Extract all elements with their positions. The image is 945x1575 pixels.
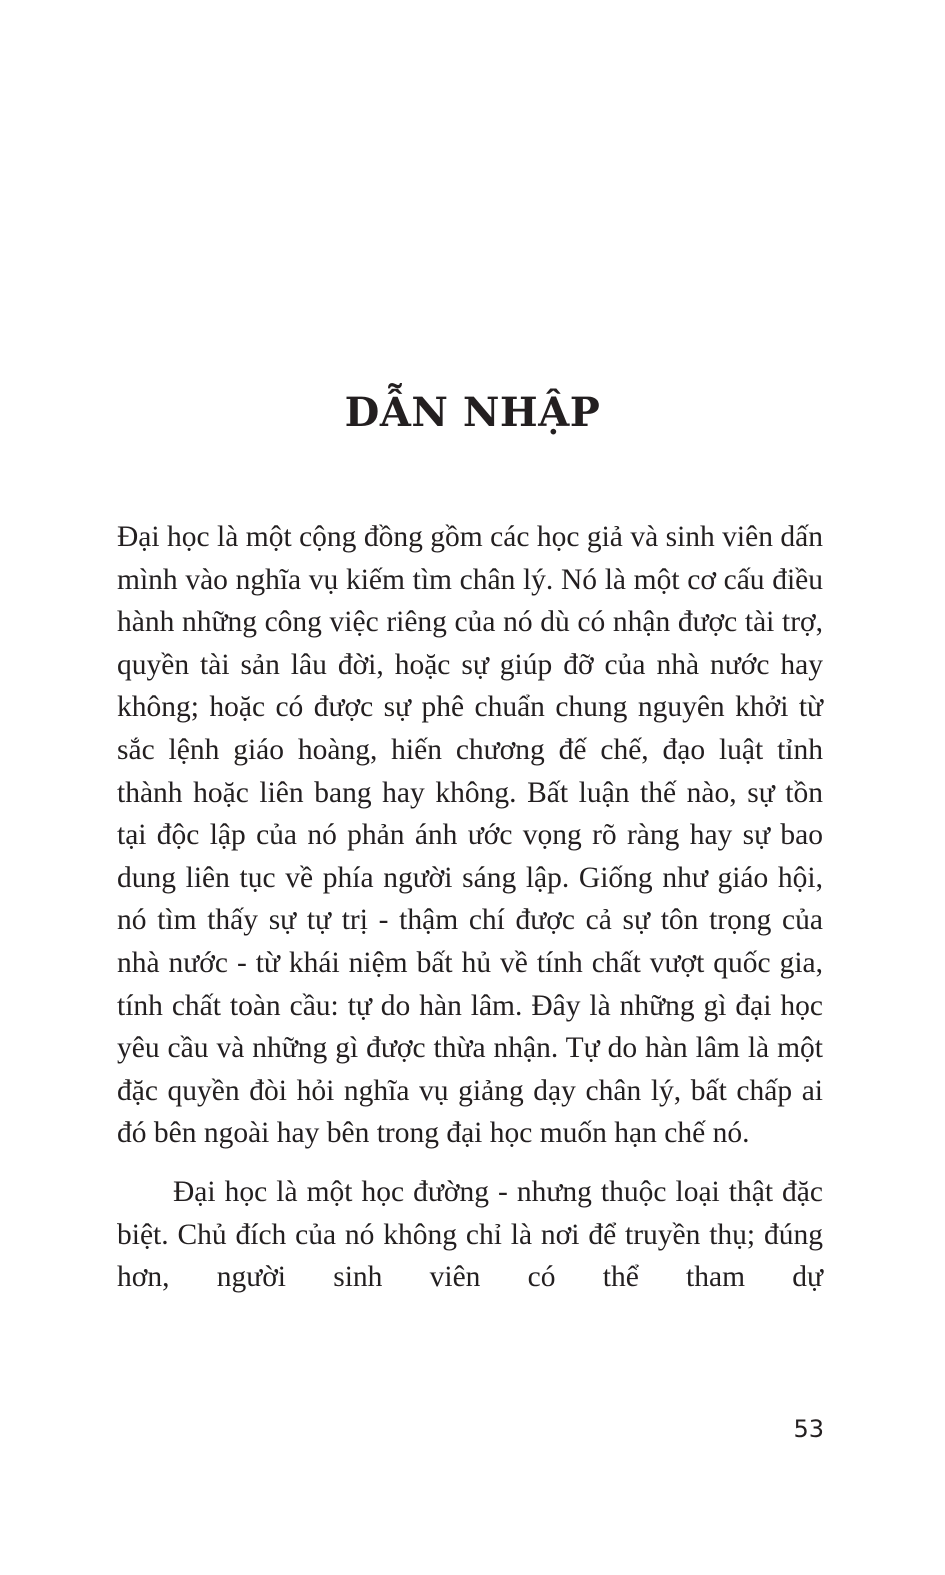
paragraph-1: Đại học là một cộng đồng gồm các học giả và sinh viên dấn mình vào nghĩa vụ kiếm tìm chân lý. Nó là một cơ cấu điều hành những công việc riêng của nó dù có nhận được tài trợ, quyền tài sản lâu đời, hoặc sự giúp đỡ của nhà nước hay không; hoặc có được sự phê chuẩn chung nguyên khởi từ sắc lệnh giáo hoàng, hiến chương đế chế, đạo luật tỉnh thành hoặc liên bang hay không. Bất luận thế nào, sự tồn tại độc lập của nó phản ánh ước vọng rõ ràng hay sự bao dung liên tục về phía người sáng lập. Giống như giáo hội, nó tìm thấy sự tự trị - thậm chí được cả sự tôn trọng của nhà nước - từ khái niệm bất hủ về tính chất vượt quốc gia, tính chất toàn cầu: tự do hàn lâm. Đây là những gì đại học yêu cầu và những gì được thừa nhận. Tự do hàn lâm là một đặc quyền đòi hỏi nghĩa vụ giảng dạy chân lý, bất chấp ai đó bên ngoài hay bên trong đại học muốn hạn chế nó. xyxy=(117,521,823,1150)
body-text xyxy=(117,516,823,1299)
chapter-title: DẪN NHẬP xyxy=(344,389,601,436)
paragraph-2: Đại học là một học đường - nhưng thuộc loại thật đặc biệt. Chủ đích của nó không chỉ là nơi để truyền thụ; đúng hơn, người sinh viên có thể tham dự xyxy=(117,1175,823,1294)
page-number: 53 xyxy=(793,1415,824,1443)
